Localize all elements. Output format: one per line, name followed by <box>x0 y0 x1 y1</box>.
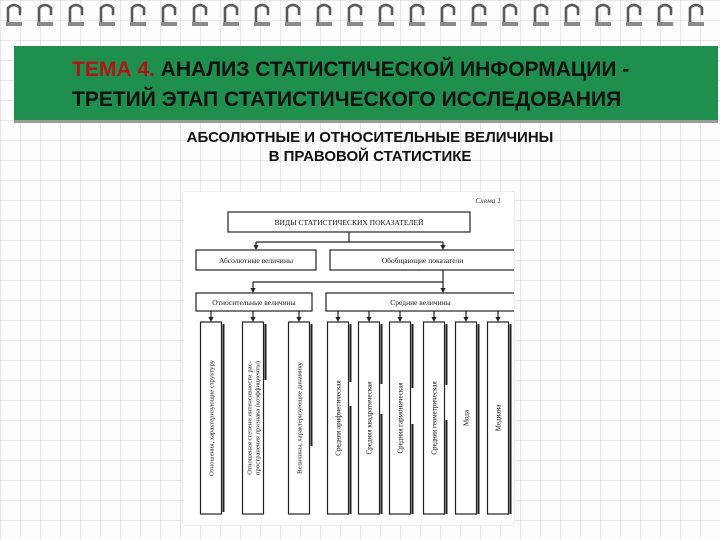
spiral-hole <box>161 22 177 26</box>
scheme-label: Схема 1 <box>475 196 501 205</box>
generalizing-indicators-box-label: Обобщающие показатели <box>381 256 464 265</box>
spiral-hole <box>409 22 425 26</box>
spiral-wire <box>597 5 609 24</box>
spiral-wire <box>628 5 640 24</box>
spiral-hole <box>223 22 239 26</box>
spiral-ring <box>564 5 580 26</box>
title-bar <box>14 46 718 123</box>
arrow-relative-head <box>250 288 255 293</box>
spiral-ring <box>595 5 611 26</box>
spiral-wire <box>225 5 237 24</box>
spiral-wire <box>194 5 206 24</box>
spiral-hole <box>37 22 53 26</box>
spiral-ring <box>626 5 642 26</box>
spiral-wire <box>535 5 547 24</box>
subtitle-line-1: АБСОЛЮТНЫЕ И ОТНОСИТЕЛЬНЫЕ ВЕЛИЧИНЫ <box>186 129 554 146</box>
spiral-wire <box>318 5 330 24</box>
average-item-2-text: Средняя квадратическая <box>365 381 374 455</box>
average-item-4-text: Средняя геометрическая <box>430 381 439 455</box>
arrow-absolute-head <box>253 245 258 250</box>
spiral-hole <box>688 22 704 26</box>
average-item-1-arrow-head <box>335 317 340 322</box>
spiral-wire <box>70 5 82 24</box>
average-item-2 <box>359 322 382 514</box>
spiral-ring <box>688 5 704 26</box>
average-values-box-label: Средние величины <box>390 298 451 307</box>
average-item-3-text: Средняя гармоническая <box>396 382 405 454</box>
spiral-wire <box>256 5 268 24</box>
spiral-wire <box>8 5 20 24</box>
average-item-5-arrow-head <box>463 317 468 322</box>
average-item-5 <box>456 322 479 514</box>
spiral-ring <box>6 5 22 26</box>
spiral-hole <box>347 22 363 26</box>
absolute-values-box-label: Абсолютные величины <box>218 256 294 265</box>
subtitle-line-2: В ПРАВОВОЙ СТАТИСТИКЕ <box>268 148 472 165</box>
spiral-wire <box>690 5 702 24</box>
average-item-4-arrow-head <box>431 317 436 322</box>
root-box <box>228 212 470 232</box>
spiral-hole <box>285 22 301 26</box>
spiral-ring <box>378 5 394 26</box>
spiral-hole <box>440 22 456 26</box>
root-box-label: ВИДЫ СТАТИСТИЧЕСКИХ ПОКАЗАТЕЛЕЙ <box>274 218 424 227</box>
relative-item-structure-arrow-head <box>208 317 213 322</box>
spiral-hole <box>502 22 518 26</box>
spiral-ring <box>254 5 270 26</box>
spiral-hole <box>99 22 115 26</box>
spiral-wire <box>442 5 454 24</box>
spiral-wire <box>163 5 175 24</box>
spiral-ring <box>99 5 115 26</box>
average-item-6-arrow-head <box>495 317 500 322</box>
subtitle <box>110 128 630 166</box>
spiral-hole <box>192 22 208 26</box>
spiral-ring <box>657 5 673 26</box>
spiral-ring <box>471 5 487 26</box>
spiral-wire <box>101 5 113 24</box>
classification-diagram <box>183 192 514 525</box>
spiral-ring <box>285 5 301 26</box>
relative-item-intensity-arrow-head <box>250 317 255 322</box>
arrow-average-head <box>440 288 445 293</box>
spiral-ring <box>223 5 239 26</box>
title-line-2: ТРЕТИЙ ЭТАП СТАТИСТИЧЕСКОГО ИССЛЕДОВАНИЯ <box>72 88 622 111</box>
spiral-hole <box>564 22 580 26</box>
spiral-ring <box>37 5 53 26</box>
average-item-2-arrow-head <box>366 317 371 322</box>
spiral-ring <box>440 5 456 26</box>
average-item-3-arrow-head <box>397 317 402 322</box>
average-item-1-text: Средняя арифметическая <box>334 380 343 456</box>
spiral-ring <box>316 5 332 26</box>
spiral-wire <box>380 5 392 24</box>
generalizing-indicators-box <box>330 250 514 270</box>
spiral-ring <box>409 5 425 26</box>
average-item-6-text: Медиана <box>494 404 503 432</box>
average-item-4 <box>424 322 447 514</box>
relative-item-structure-text: Отношения, характеризующие структуру <box>208 360 216 476</box>
spiral-ring <box>347 5 363 26</box>
spiral-wire <box>411 5 423 24</box>
spiral-hole <box>533 22 549 26</box>
spiral-wire <box>659 5 671 24</box>
average-item-6 <box>488 322 511 514</box>
spiral-hole <box>68 22 84 26</box>
spiral-hole <box>471 22 487 26</box>
topic-number: ТЕМА 4. <box>72 58 155 81</box>
arrow-generalizing-head <box>440 245 445 250</box>
spiral-wire <box>566 5 578 24</box>
spiral-hole <box>254 22 270 26</box>
average-item-3 <box>390 322 413 514</box>
spiral-hole <box>378 22 394 26</box>
title-line-1 <box>72 58 629 82</box>
spiral-ring <box>161 5 177 26</box>
spiral-ring <box>192 5 208 26</box>
spiral-wire <box>349 5 361 24</box>
relative-item-intensity-text: Отношения степени интенсивности рас- <box>246 361 254 475</box>
spiral-ring <box>130 5 146 26</box>
relative-values-box <box>196 293 312 311</box>
relative-item-intensity-text: пространения признака (коэффициенты) <box>254 361 262 475</box>
relative-item-intensity <box>243 322 266 514</box>
spiral-hole <box>626 22 642 26</box>
spiral-wire <box>132 5 144 24</box>
notebook-spiral <box>0 0 720 36</box>
spiral-hole <box>657 22 673 26</box>
diagram-card <box>183 192 514 525</box>
average-item-5-text: Мода <box>462 409 471 427</box>
average-values-box <box>326 293 514 311</box>
relative-item-dynamics-text: Величины, характеризующие динамику <box>296 362 304 474</box>
spiral-hole <box>316 22 332 26</box>
spiral-ring <box>502 5 518 26</box>
spiral-hole <box>595 22 611 26</box>
spiral-wire <box>504 5 516 24</box>
spiral-wire <box>473 5 485 24</box>
spiral-wire <box>39 5 51 24</box>
absolute-values-box <box>196 250 316 270</box>
spiral-hole <box>6 22 22 26</box>
spiral-wire <box>287 5 299 24</box>
relative-item-structure <box>201 322 224 514</box>
title-text: АНАЛИЗ СТАТИСТИЧЕСКОЙ ИНФОРМАЦИИ - <box>154 58 630 81</box>
relative-item-dynamics-arrow-head <box>296 317 301 322</box>
spiral-hole <box>130 22 146 26</box>
spiral-ring <box>68 5 84 26</box>
average-item-1 <box>328 322 351 514</box>
spiral-ring <box>533 5 549 26</box>
relative-item-dynamics <box>289 322 312 514</box>
relative-values-box-label: Относительные величины <box>212 298 296 307</box>
